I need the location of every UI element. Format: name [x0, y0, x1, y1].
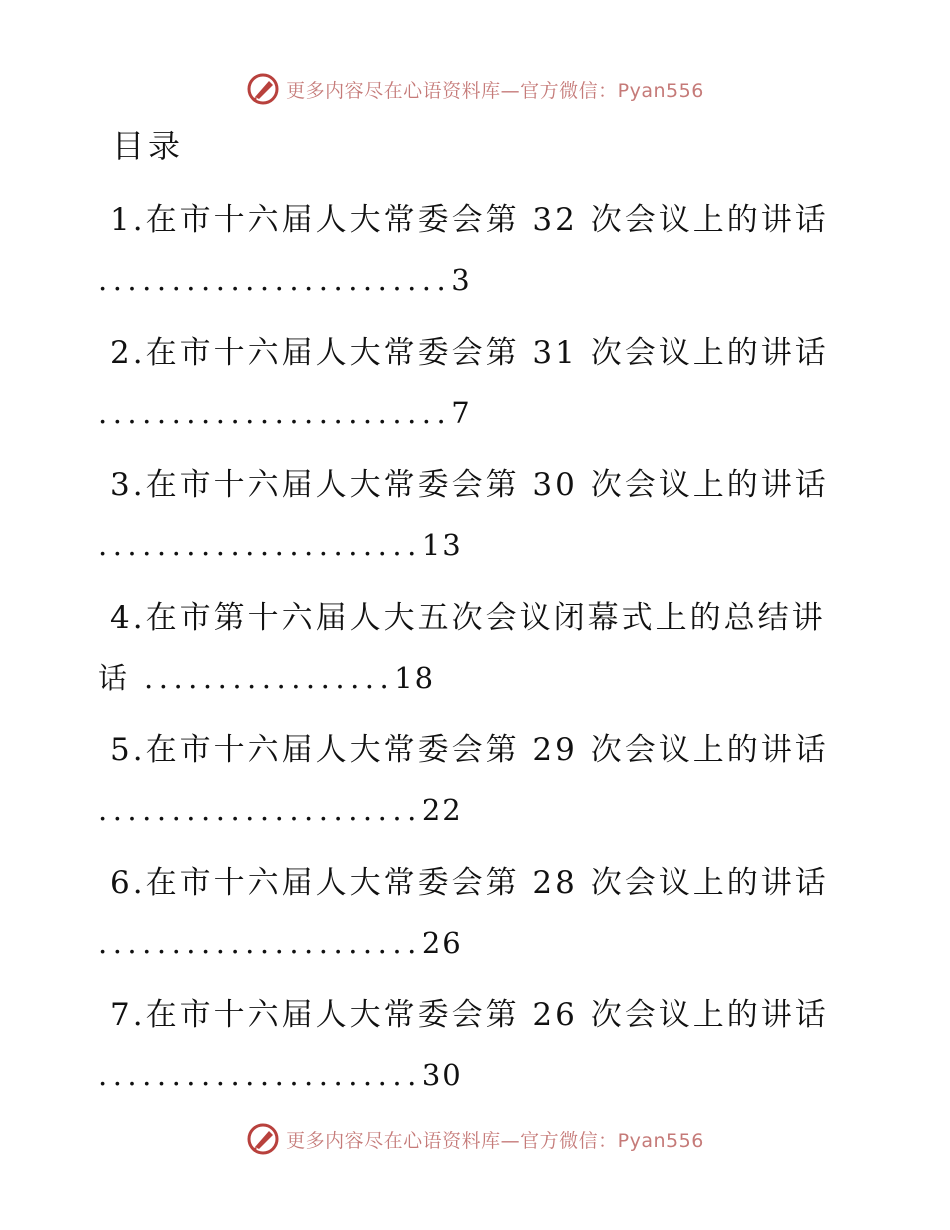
- toc-dots: ......................: [98, 1058, 422, 1092]
- toc-dots: ......................: [98, 926, 422, 960]
- toc-dots: ......................: [98, 793, 422, 827]
- toc-entry-leader: [98, 921, 838, 965]
- pen-logo-icon: [246, 72, 280, 106]
- footer-watermark: [0, 1122, 950, 1156]
- toc-page-number: 3: [451, 263, 472, 297]
- toc-entry-leader: [98, 523, 838, 567]
- toc-entry-title: 2.在市十六届人大常委会第 31 次会议上的讲话: [110, 335, 829, 371]
- toc-entry[interactable]: [98, 861, 838, 965]
- watermark-text: 更多内容尽在心语资料库—官方微信：Pyan556: [286, 1129, 704, 1152]
- toc-entry-leader: [98, 1053, 838, 1097]
- toc-entry-title: 3.在市十六届人大常委会第 30 次会议上的讲话: [110, 467, 829, 503]
- toc-entry[interactable]: [98, 463, 838, 567]
- toc-page-number: 18: [394, 661, 436, 695]
- toc-entry-leader: [98, 258, 838, 302]
- toc-dots: .................: [144, 661, 395, 695]
- toc-entry-title: 4.在市第十六届人大五次会议闭幕式上的总结讲: [110, 600, 826, 636]
- toc-entry-title: 7.在市十六届人大常委会第 26 次会议上的讲话: [110, 997, 829, 1033]
- watermark-text: 更多内容尽在心语资料库—官方微信：Pyan556: [286, 79, 704, 102]
- toc-dots: ......................: [98, 528, 422, 562]
- toc-entry-leader: [98, 656, 838, 700]
- header-watermark: [0, 72, 950, 106]
- toc-entry[interactable]: [98, 993, 838, 1097]
- toc-entry-title: 5.在市十六届人大常委会第 29 次会议上的讲话: [110, 732, 829, 768]
- toc-entry[interactable]: [98, 198, 838, 302]
- toc-page-number: 30: [421, 1058, 463, 1092]
- toc-page-number: 26: [421, 926, 463, 960]
- toc-page-number: 7: [451, 396, 472, 430]
- toc-entry[interactable]: [98, 728, 838, 832]
- toc-entry-leader: [98, 788, 838, 832]
- toc-entry-title: 1.在市十六届人大常委会第 32 次会议上的讲话: [110, 202, 829, 238]
- toc-entry[interactable]: [98, 331, 838, 435]
- toc-entry-title-tail: 话: [98, 661, 131, 695]
- toc-page-number: 13: [421, 528, 463, 562]
- pen-logo-icon: [246, 1122, 280, 1156]
- toc-dots: ........................: [98, 396, 452, 430]
- toc-entry[interactable]: [98, 596, 838, 700]
- toc-entry-title: 6.在市十六届人大常委会第 28 次会议上的讲话: [110, 865, 829, 901]
- toc-page-number: 22: [421, 793, 463, 827]
- toc-title: 目录: [112, 127, 185, 165]
- toc-dots: ........................: [98, 263, 452, 297]
- toc-entry-leader: [98, 391, 838, 435]
